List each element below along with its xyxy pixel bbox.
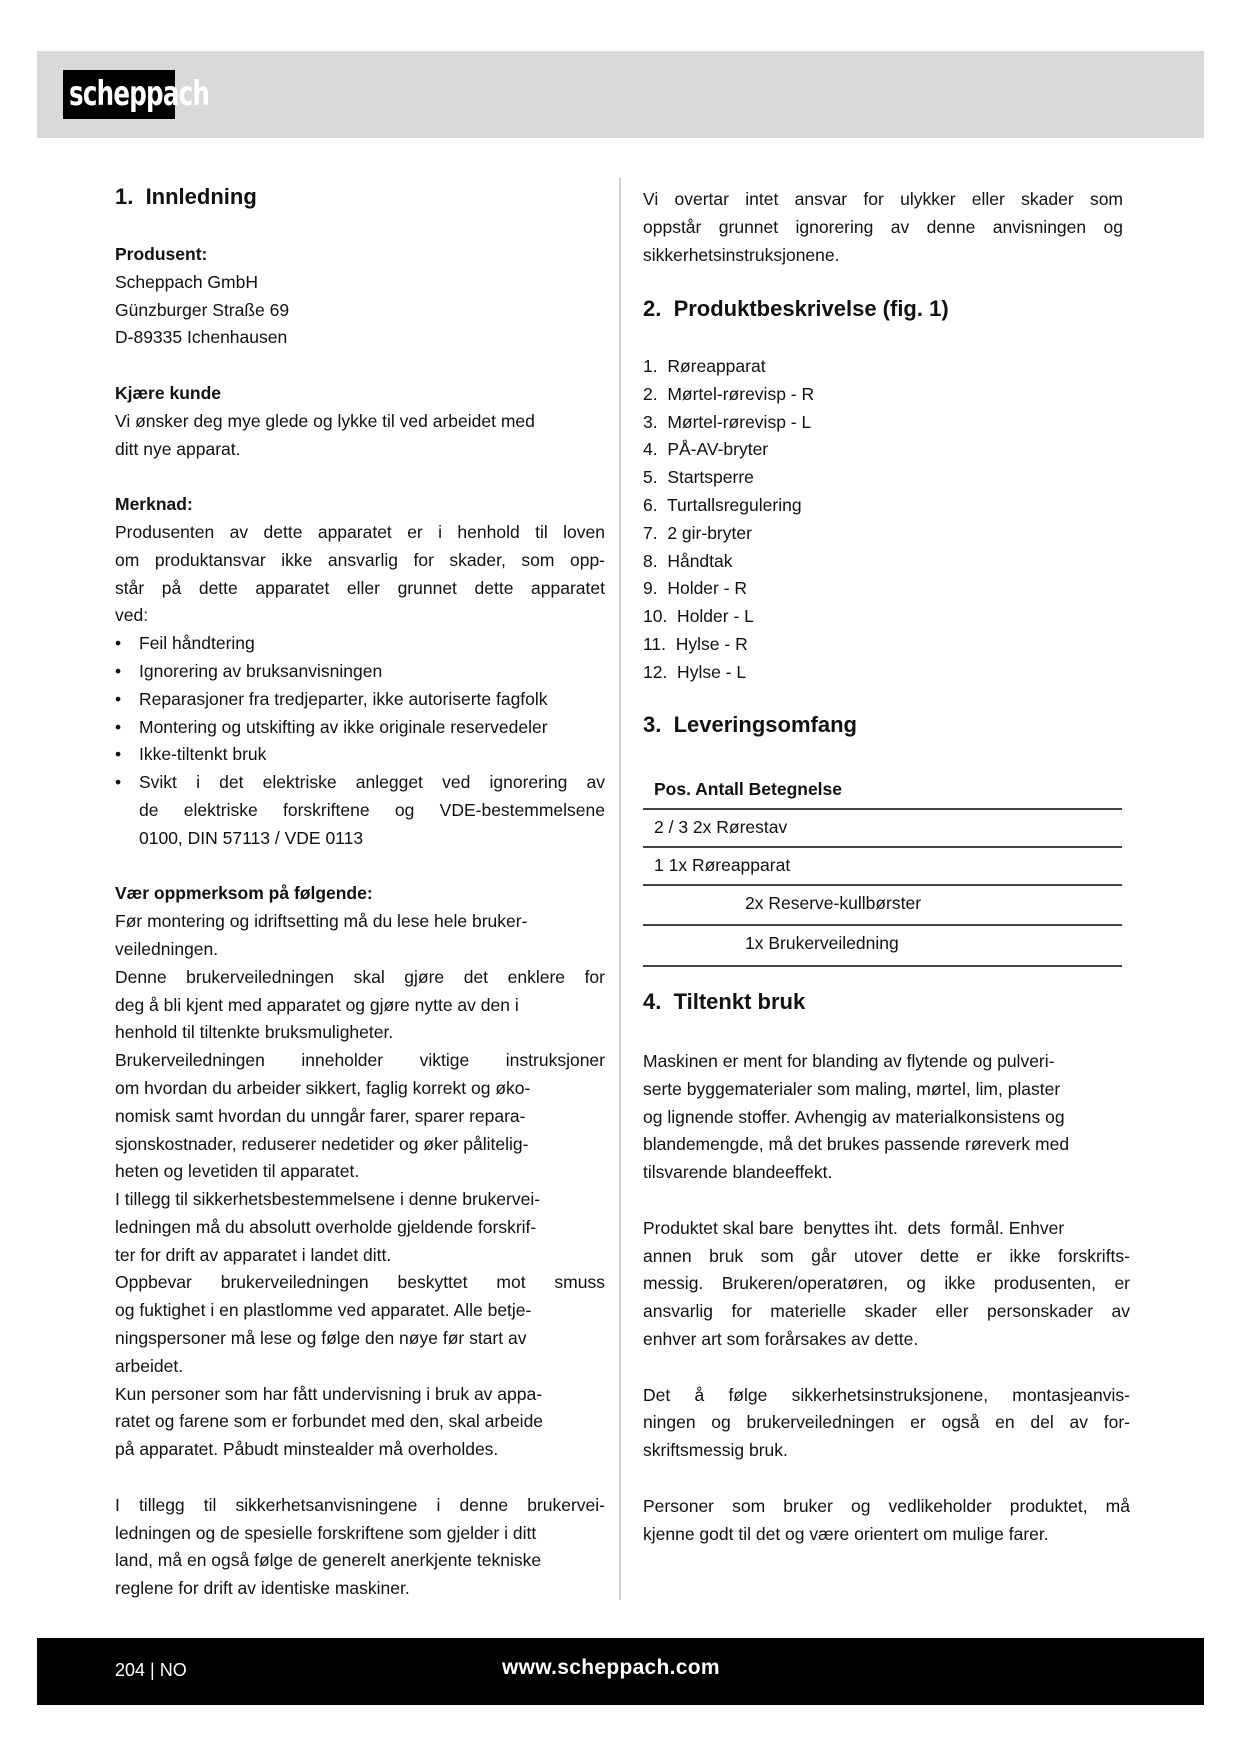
table-row: 1 1x Røreapparat	[643, 848, 1122, 886]
section-heading-scope-of-delivery: 3. Leveringsomfang	[643, 712, 857, 737]
text-line: ledningen må du absolutt overholde gjeldende forskrif-	[115, 1216, 537, 1237]
text-line: 1. Røreapparat	[643, 356, 766, 376]
table-row: 2x Reserve-kullbørster	[643, 886, 1122, 926]
text-line: annen bruk som går utover dette er ikke forskrifts-	[643, 1245, 1130, 1266]
text-line: og fuktighet i en plastlomme ved apparatet. Alle betje-	[115, 1300, 532, 1321]
blank-line	[115, 1464, 605, 1492]
text-line: 12. Hylse - L	[643, 661, 747, 682]
bullet-item: • Ikke-tiltenkt bruk	[115, 741, 605, 769]
text-line: Produsenten av dette apparatet er i henhold til loven	[115, 521, 605, 542]
text-line: D-89335 Ichenhausen	[115, 327, 288, 348]
text-line: Personer som bruker og vedlikeholder produktet, må	[643, 1495, 1130, 1516]
text-line: Kjære kunde	[115, 382, 221, 403]
text-line: ved:	[115, 605, 149, 626]
text-line: på apparatet. Påbudt minstealder må overholdes.	[115, 1439, 499, 1460]
text-line: og lignende stoffer. Avhengig av materialkonsistens og	[643, 1106, 1065, 1127]
page-footer	[37, 1638, 1204, 1705]
bullet-item: • Svikt i det elektriske anlegget ved ignorering av	[115, 769, 605, 797]
text-line: Scheppach GmbH	[115, 271, 258, 292]
text-line: ningen og brukerveiledningen er også en del av for-	[643, 1412, 1130, 1433]
text-line: oppstår grunnet ignorering av denne anvisningen og	[643, 216, 1123, 237]
text-line: Før montering og idriftsetting må du lese hele bruker-	[115, 911, 528, 932]
text-line: kjenne godt til det og være orientert om mulige farer.	[643, 1523, 1049, 1544]
text-line: deg å bli kjent med apparatet og gjøre nytte av den i	[115, 994, 519, 1015]
text-line: Vær oppmerksom på følgende:	[115, 883, 373, 904]
text-line: skriftsmessig bruk.	[643, 1440, 788, 1461]
bullet-item: • Ignorering av bruksanvisningen	[115, 658, 605, 686]
table-row: 1x Brukerveiledning	[643, 926, 1122, 967]
text-line: Günzburger Straße 69	[115, 299, 290, 320]
text-line: Vi overtar intet ansvar for ulykker eller skader som	[643, 189, 1123, 209]
text-line: sikkerhetsinstruksjonene.	[643, 244, 840, 265]
text-line: ansvarlig for materielle skader eller personskader av	[643, 1301, 1130, 1322]
delivery-table	[643, 772, 1122, 967]
introduction-text	[115, 241, 605, 1603]
text-line: om produktansvar ikke ansvarlig for skader, som opp-	[115, 549, 605, 570]
text-line: Denne brukerveiledningen skal gjøre det enklere for	[115, 966, 605, 987]
text-line: arbeidet.	[115, 1355, 184, 1376]
text-line: sjonskostnader, reduserer nedetider og øker pålitelig-	[115, 1133, 529, 1154]
text-line: de elektriske forskriftene og VDE-bestemmelsene	[139, 799, 605, 820]
section-heading-intended-use: 4. Tiltenkt bruk	[643, 989, 806, 1014]
text-line: heten og levetiden til apparatet.	[115, 1161, 360, 1182]
blank-line	[643, 1187, 1130, 1215]
text-line: messig. Brukeren/operatøren, og ikke produsenten, er	[643, 1273, 1130, 1294]
page-number: 204 | NO	[115, 1660, 187, 1680]
text-line: 9. Holder - R	[643, 578, 748, 599]
scheppach-logo: scheppach	[63, 70, 175, 119]
text-line: henhold til tiltenkte bruksmuligheter.	[115, 1022, 394, 1043]
text-line: veiledningen.	[115, 938, 219, 959]
text-line: Produsent:	[115, 244, 208, 264]
blank-line	[643, 1354, 1130, 1382]
text-line: nomisk samt hvordan du unngår farer, sparer repara-	[115, 1105, 526, 1126]
table-header: Pos. Antall Betegnelse	[643, 772, 1122, 810]
bullet-item: • Montering og utskifting av ikke originale reservedeler	[115, 714, 605, 742]
blank-line	[115, 352, 605, 380]
text-line: om hvordan du arbeider sikkert, faglig korrekt og øko-	[115, 1077, 531, 1098]
intended-use-text	[643, 1048, 1130, 1548]
blank-line	[643, 1465, 1130, 1493]
text-line: 10. Holder - L	[643, 606, 754, 627]
text-line: ter for drift av apparatet i landet ditt.	[115, 1244, 392, 1265]
disclaimer-text	[643, 186, 1123, 269]
text-line: Brukerveiledningen inneholder viktige instruksjoner	[115, 1050, 605, 1071]
blank-line	[115, 853, 605, 881]
text-line: 5. Startsperre	[643, 467, 754, 488]
text-line: 6. Turtallsregulering	[643, 494, 802, 515]
bullet-item: • Feil håndtering	[115, 630, 605, 658]
text-line: Merknad:	[115, 494, 193, 515]
text-line: land, må en også følge de generelt anerkjente tekniske	[115, 1550, 542, 1571]
website-link[interactable]: www.scheppach.com	[502, 1656, 720, 1679]
text-line: Produktet skal bare benyttes iht. dets formål. Enhver	[643, 1217, 1065, 1238]
text-line: ningspersoner må lese og følge den nøye før start av	[115, 1328, 527, 1349]
table-row: 2 / 3 2x Rørestav	[643, 810, 1122, 848]
text-line: ledningen og de spesielle forskriftene som gjelder i ditt	[115, 1522, 537, 1543]
text-line: I tillegg til sikkerhetsanvisningene i denne brukervei-	[115, 1494, 605, 1515]
text-line: 7. 2 gir-bryter	[643, 522, 752, 543]
text-line: Maskinen er ment for blanding av flytende og pulveri-	[643, 1051, 1055, 1071]
text-line: 3. Mørtel-rørevisp - L	[643, 411, 812, 432]
section-heading-product-description: 2. Produktbeskrivelse (fig. 1)	[643, 296, 949, 321]
text-line: Vi ønsker deg mye glede og lykke til ved arbeidet med	[115, 410, 535, 431]
text-line: Det å følge sikkerhetsinstruksjonene, montasjeanvis-	[643, 1384, 1130, 1405]
text-line: I tillegg til sikkerhetsbestemmelsene i denne brukervei-	[115, 1189, 541, 1210]
page-header	[37, 51, 1204, 138]
text-line: ditt nye apparat.	[115, 438, 241, 459]
text-line: enhver art som forårsakes av dette.	[643, 1328, 919, 1349]
section-heading-introduction: 1. Innledning	[115, 184, 257, 209]
text-line: 0100, DIN 57113 / VDE 0113	[139, 827, 364, 848]
column-divider	[619, 178, 621, 1600]
text-line: ratet og farene som er forbundet med den, skal arbeide	[115, 1411, 544, 1432]
blank-line	[115, 463, 605, 491]
text-line: tilsvarende blandeeffekt.	[643, 1162, 833, 1183]
parts-list	[643, 353, 1123, 687]
text-line: 2. Mørtel-rørevisp - R	[643, 383, 815, 404]
text-line: står på dette apparatet eller grunnet dette apparatet	[115, 577, 605, 598]
text-line: Oppbevar brukerveiledningen beskyttet mot smuss	[115, 1272, 605, 1293]
bullet-item: • Reparasjoner fra tredjeparter, ikke autoriserte fagfolk	[115, 686, 605, 714]
text-line: 8. Håndtak	[643, 550, 733, 571]
text-line: serte byggematerialer som maling, mørtel, lim, plaster	[643, 1078, 1061, 1099]
text-line: 4. PÅ-AV-bryter	[643, 439, 769, 460]
text-line: Kun personer som har fått undervisning i bruk av appa-	[115, 1383, 543, 1404]
text-line: blandemengde, må det brukes passende røreverk med	[643, 1134, 1070, 1155]
text-line: reglene for drift av identiske maskiner.	[115, 1578, 410, 1599]
text-line: 11. Hylse - R	[643, 633, 748, 654]
